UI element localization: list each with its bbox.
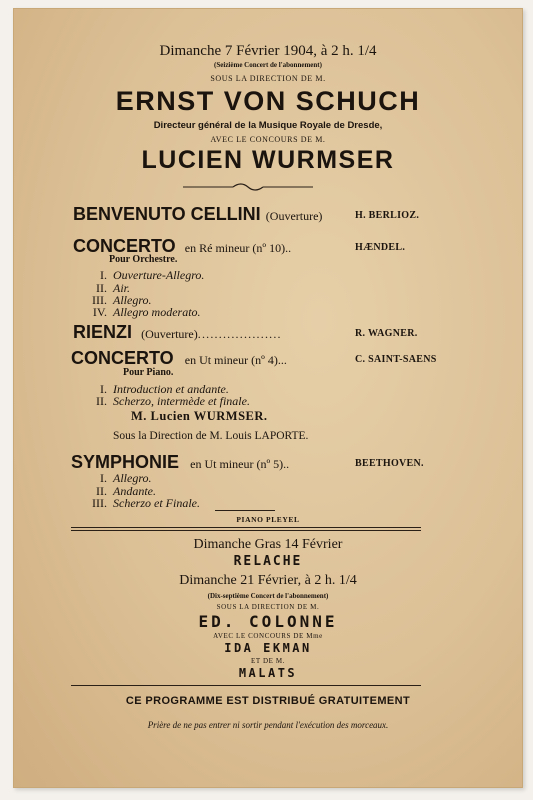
work-title: SYMPHONIE xyxy=(71,452,180,472)
performer-name: M. Lucien WURMSER. xyxy=(131,409,268,423)
relache-label: RELACHE xyxy=(233,554,303,569)
concert-subtitle: (Seizième Concert de l'abonnement) xyxy=(214,61,322,69)
composer-name: H. BERLIOZ. xyxy=(355,210,420,221)
conductor-name: ERNST VON SCHUCH xyxy=(115,86,421,116)
entry-notice: Prière de ne pas entrer ni sortir pendant l'exécution des morceaux. xyxy=(147,720,389,730)
program-sheet xyxy=(13,8,523,788)
leader-dots: .. xyxy=(283,457,290,471)
direction-line: SOUS LA DIRECTION DE M. xyxy=(210,74,326,83)
movement-item: I. Introduction et andante. xyxy=(100,382,229,396)
next-subtitle: (Dix-septième Concert de l'abonnement) xyxy=(207,592,329,600)
movement-item: I. Ouverture-Allegro. xyxy=(100,268,205,282)
free-notice: CE PROGRAMME EST DISTRIBUÉ GRATUITEMENT xyxy=(125,695,411,707)
program-item-concerto-haendel xyxy=(73,236,291,257)
composer-name: BEETHOVEN. xyxy=(355,458,424,469)
program-item-benvenuto xyxy=(73,204,322,225)
next-gras-line: Dimanche Gras 14 Février xyxy=(193,537,343,552)
next-date-line: Dimanche 21 Février, à 2 h. 1/4 xyxy=(179,573,357,588)
soloist-name: LUCIEN WURMSER xyxy=(141,146,395,174)
work-detail: (Ouverture) xyxy=(265,209,323,223)
work-subtitle: Pour Orchestre. xyxy=(109,254,178,265)
movement-item: III. Scherzo et Finale. xyxy=(92,496,200,510)
next-soloist: IDA EKMAN xyxy=(224,641,312,655)
concert-date: Dimanche 7 Février 1904, à 2 h. 1/4 xyxy=(159,43,377,59)
footer-rule xyxy=(71,685,421,686)
composer-name: C. SAINT-SAENS xyxy=(355,354,437,365)
leader-dots: .. xyxy=(285,241,292,255)
section-rule-bottom xyxy=(71,530,421,531)
section-rule-top xyxy=(71,527,421,528)
work-detail: en Ut mineur (nº 4) xyxy=(184,353,278,367)
movement-item: II. Andante. xyxy=(96,484,156,498)
ornament-divider xyxy=(183,178,313,190)
piano-note: PIANO PLEYEL xyxy=(236,515,300,524)
conductor-role: Directeur général de la Musique Royale de Dresde, xyxy=(153,120,383,131)
work-detail: en Ut mineur (nº 5) xyxy=(190,457,284,471)
composer-name: R. WAGNER. xyxy=(355,328,418,339)
next-with-line: AVEC LE CONCOURS DE Mme xyxy=(213,632,323,640)
program-item-rienzi xyxy=(73,322,282,343)
with-line: AVEC LE CONCOURS DE M. xyxy=(210,135,326,144)
work-title: BENVENUTO CELLINI xyxy=(73,204,261,224)
program-item-symphonie xyxy=(71,452,289,473)
next-conductor: ED. COLONNE xyxy=(198,612,338,631)
work-detail: en Ré mineur (nº 10) xyxy=(184,241,286,255)
program-item-concerto-saint-saens xyxy=(71,348,287,369)
work-title: CONCERTO xyxy=(71,348,174,368)
movement-item: I. Allegro. xyxy=(100,471,152,485)
work-detail: (Ouverture) xyxy=(141,327,198,341)
work-subtitle: Pour Piano. xyxy=(123,367,174,378)
next-soloist-2: MALATS xyxy=(238,666,298,680)
leader-dots: ... xyxy=(277,353,287,367)
short-rule xyxy=(215,510,275,511)
movement-item: IV. Allegro moderato. xyxy=(92,305,201,319)
composer-name: HÆNDEL. xyxy=(355,242,406,253)
movement-item: III. Allegro. xyxy=(92,293,152,307)
movement-item: II. Scherzo, intermède et finale. xyxy=(96,394,250,408)
next-direction-line: SOUS LA DIRECTION DE M. xyxy=(216,603,320,611)
direction-note: Sous la Direction de M. Louis LAPORTE. xyxy=(113,430,309,442)
next-and-line: ET DE M. xyxy=(250,657,286,665)
leader-dots: .................... xyxy=(197,327,282,341)
movement-item: II. Air. xyxy=(96,281,131,295)
work-title: CONCERTO xyxy=(73,236,176,256)
work-title: RIENZI xyxy=(73,322,133,342)
